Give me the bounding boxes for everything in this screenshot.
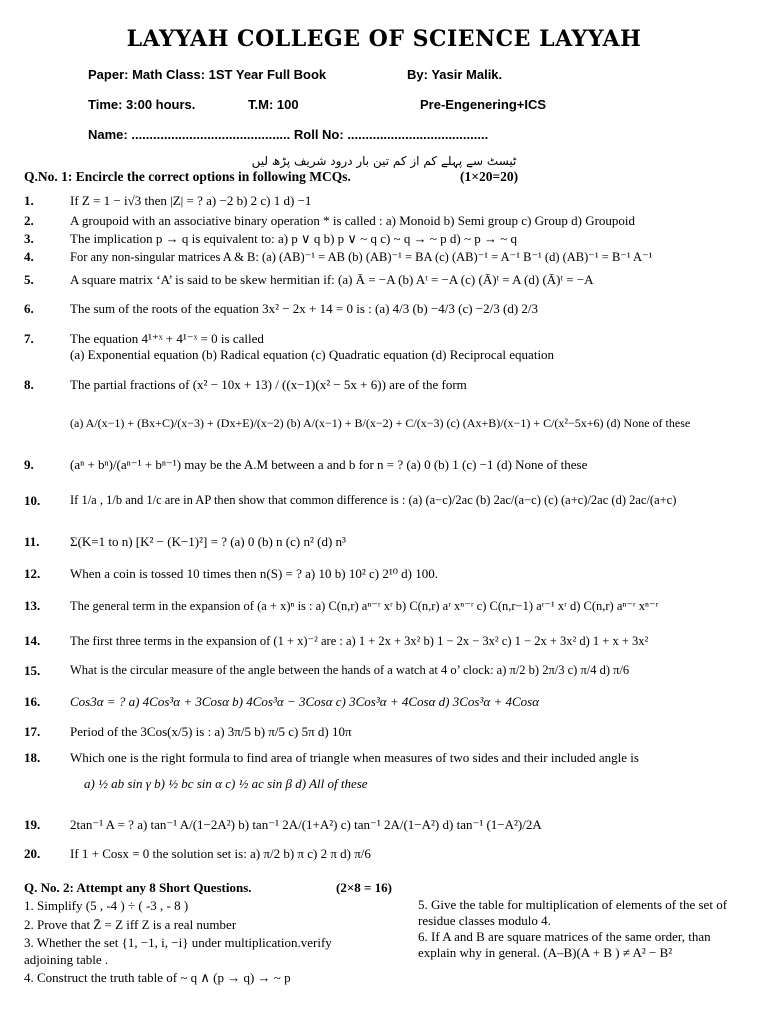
- q2-marks: (2×8 = 16): [336, 880, 392, 895]
- author: By: Yasir Malik.: [407, 67, 503, 82]
- college-title: LAYYAH COLLEGE OF SCIENCE LAYYAH: [126, 26, 642, 52]
- paper-line: Paper: Math Class: 1ST Year Full Book: [88, 67, 327, 82]
- q1-heading: Q.No. 1: Encircle the correct options in following MCQs.: [24, 169, 351, 184]
- short-q-5: 5. Give the table for multiplication of elements of the set of: [418, 897, 728, 912]
- short-q-2: 2. Prove that Z̄ = Z iff Z is a real number: [24, 917, 237, 932]
- short-q-5-cont: residue classes modulo 4.: [418, 913, 551, 928]
- short-q-6-cont: explain why in general. (A–B)(A + B ) ≠ A² − B²: [418, 945, 673, 960]
- group: Pre-Engenering+ICS: [420, 97, 547, 112]
- urdu-instruction: ٹیسٹ سے پہلے کم از کم تین بار درود شریف پڑھ لیں: [251, 154, 517, 168]
- short-q-1: 1. Simplify (5 , -4 ) ÷ ( -3 , - 8 ): [24, 898, 189, 913]
- short-q-4: 4. Construct the truth table of ~ q ∧ (p → q) → ~ p: [24, 970, 291, 985]
- short-q-6: 6. If A and B are square matrices of the same order, than: [418, 929, 711, 944]
- total-marks: T.M: 100: [248, 97, 299, 112]
- time: Time: 3:00 hours.: [88, 97, 196, 112]
- q2-heading: Q. No. 2: Attempt any 8 Short Questions.: [24, 880, 252, 895]
- name-roll-line: Name: ............................................ Roll No: .......................................: [88, 127, 489, 142]
- q1-marks: (1×20=20): [460, 169, 519, 184]
- short-q-3-cont: adjoining table .: [24, 952, 109, 967]
- short-q-3: 3. Whether the set {1, −1, i, −i} under multiplication.verify: [24, 935, 332, 950]
